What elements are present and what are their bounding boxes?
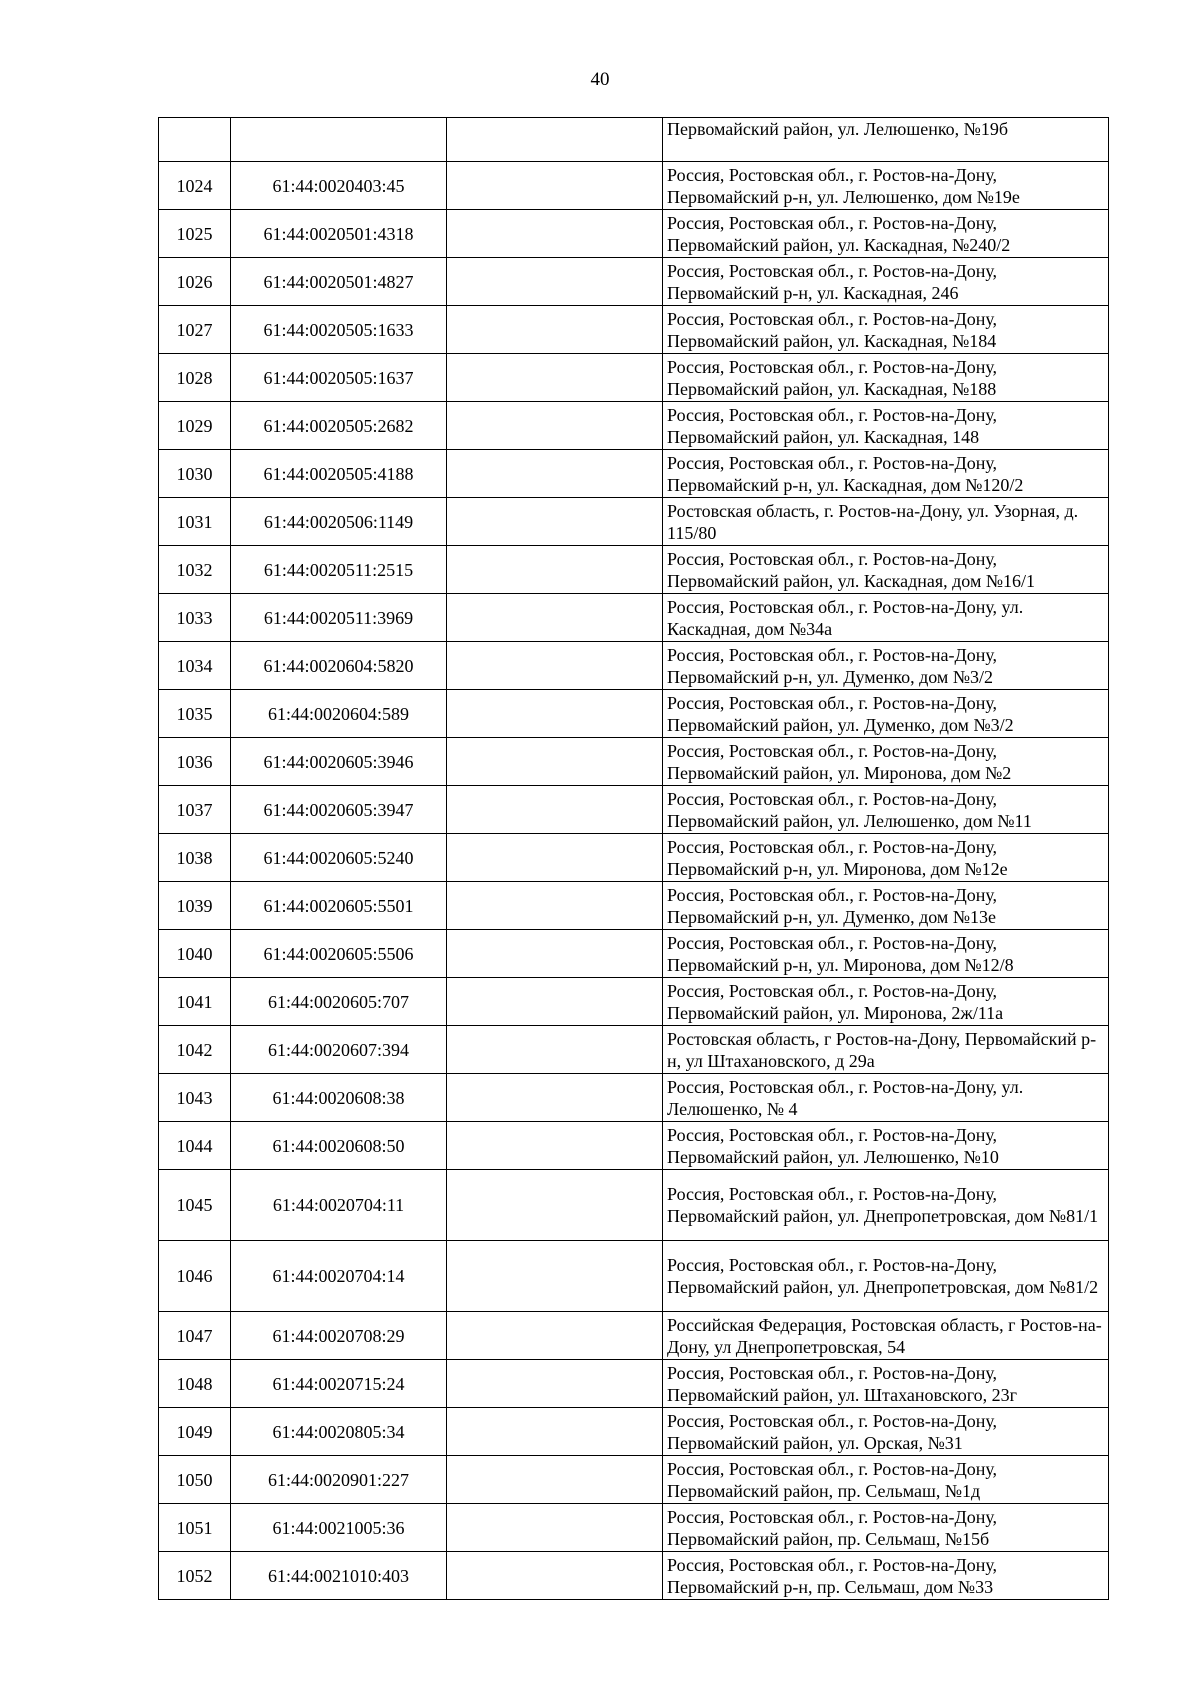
cadastral-number-cell: 61:44:0020605:5240 <box>231 834 447 882</box>
row-number-cell: 1025 <box>159 210 231 258</box>
empty-cell <box>447 930 663 978</box>
empty-cell <box>447 1122 663 1170</box>
row-number-cell: 1028 <box>159 354 231 402</box>
cadastral-number-cell: 61:44:0020605:5501 <box>231 882 447 930</box>
empty-cell <box>447 1074 663 1122</box>
cadastral-number-cell <box>231 118 447 162</box>
empty-cell <box>447 1504 663 1552</box>
table-row <box>159 1241 1109 1312</box>
empty-cell <box>447 1360 663 1408</box>
empty-cell <box>447 834 663 882</box>
row-number-cell: 1032 <box>159 546 231 594</box>
empty-cell <box>447 642 663 690</box>
row-number-cell: 1030 <box>159 450 231 498</box>
row-number-cell: 1040 <box>159 930 231 978</box>
cadastral-number-cell: 61:44:0020505:4188 <box>231 450 447 498</box>
cadastral-number-cell: 61:44:0020608:50 <box>231 1122 447 1170</box>
table-row <box>159 1074 1109 1122</box>
address-cell: Россия, Ростовская обл., г. Ростов-на-Дону, Первомайский район, ул. Каскадная, дом №16/1 <box>663 546 1109 594</box>
cadastral-number-cell: 61:44:0020715:24 <box>231 1360 447 1408</box>
row-number-cell: 1035 <box>159 690 231 738</box>
cadastral-number-cell: 61:44:0020403:45 <box>231 162 447 210</box>
empty-cell <box>447 1026 663 1074</box>
row-number-cell: 1045 <box>159 1170 231 1241</box>
empty-cell <box>447 354 663 402</box>
cadastral-number-cell: 61:44:0020605:5506 <box>231 930 447 978</box>
address-cell: Россия, Ростовская обл., г. Ростов-на-Дону, Первомайский р-н, ул. Миронова, дом №12/8 <box>663 930 1109 978</box>
table-row <box>159 546 1109 594</box>
cadastral-number-cell: 61:44:0020604:589 <box>231 690 447 738</box>
empty-cell <box>447 450 663 498</box>
cadastral-number-cell: 61:44:0020605:3947 <box>231 786 447 834</box>
address-cell: Ростовская область, г. Ростов-на-Дону, ул. Узорная, д. 115/80 <box>663 498 1109 546</box>
address-cell: Россия, Ростовская обл., г. Ростов-на-Дону, Первомайский район, ул. Лелюшенко, дом №11 <box>663 786 1109 834</box>
address-cell: Россия, Ростовская обл., г. Ростов-на-Дону, Первомайский р-н, ул. Думенко, дом №13е <box>663 882 1109 930</box>
cadastral-number-cell: 61:44:0020506:1149 <box>231 498 447 546</box>
address-cell: Россия, Ростовская обл., г. Ростов-на-Дону, Первомайский район, ул. Штахановского, 23г <box>663 1360 1109 1408</box>
address-cell: Россия, Ростовская обл., г. Ростов-на-Дону, Первомайский район, ул. Днепропетровская, дом №81/1 <box>663 1170 1109 1241</box>
empty-cell <box>447 546 663 594</box>
address-cell: Россия, Ростовская обл., г. Ростов-на-Дону, Первомайский район, ул. Миронова, дом №2 <box>663 738 1109 786</box>
empty-cell <box>447 786 663 834</box>
row-number-cell: 1033 <box>159 594 231 642</box>
table-row <box>159 690 1109 738</box>
empty-cell <box>447 162 663 210</box>
table-row <box>159 1504 1109 1552</box>
row-number-cell: 1050 <box>159 1456 231 1504</box>
table-row <box>159 738 1109 786</box>
registry-table <box>158 117 1109 1600</box>
table-row <box>159 1122 1109 1170</box>
table-row <box>159 498 1109 546</box>
empty-cell <box>447 210 663 258</box>
row-number-cell: 1031 <box>159 498 231 546</box>
address-cell: Россия, Ростовская обл., г. Ростов-на-Дону, Первомайский район, ул. Днепропетровская, дом №81/2 <box>663 1241 1109 1312</box>
empty-cell <box>447 402 663 450</box>
row-number-cell: 1043 <box>159 1074 231 1122</box>
row-number-cell: 1039 <box>159 882 231 930</box>
table-row <box>159 882 1109 930</box>
table-row-continued <box>159 118 1109 162</box>
table-row <box>159 450 1109 498</box>
row-number-cell: 1029 <box>159 402 231 450</box>
cadastral-number-cell: 61:44:0020505:2682 <box>231 402 447 450</box>
cadastral-number-cell: 61:44:0020704:11 <box>231 1170 447 1241</box>
address-cell: Россия, Ростовская обл., г. Ростов-на-Дону, Первомайский р-н, ул. Каскадная, 246 <box>663 258 1109 306</box>
cadastral-number-cell: 61:44:0020501:4318 <box>231 210 447 258</box>
row-number-cell: 1041 <box>159 978 231 1026</box>
empty-cell <box>447 1312 663 1360</box>
address-cell: Россия, Ростовская обл., г. Ростов-на-Дону, Первомайский район, ул. Каскадная, 148 <box>663 402 1109 450</box>
cadastral-number-cell: 61:44:0021005:36 <box>231 1504 447 1552</box>
row-number-cell: 1042 <box>159 1026 231 1074</box>
cadastral-number-cell: 61:44:0020704:14 <box>231 1241 447 1312</box>
empty-cell <box>447 594 663 642</box>
table-row <box>159 354 1109 402</box>
table-row <box>159 1170 1109 1241</box>
cadastral-number-cell: 61:44:0020505:1637 <box>231 354 447 402</box>
table-row <box>159 834 1109 882</box>
row-number-cell: 1052 <box>159 1552 231 1600</box>
row-number-cell: 1034 <box>159 642 231 690</box>
table-row <box>159 1360 1109 1408</box>
address-cell: Россия, Ростовская обл., г. Ростов-на-Дону, ул. Каскадная, дом №34а <box>663 594 1109 642</box>
table-row <box>159 162 1109 210</box>
page-number: 40 <box>590 69 610 90</box>
cadastral-number-cell: 61:44:0020608:38 <box>231 1074 447 1122</box>
empty-cell <box>447 882 663 930</box>
address-cell: Ростовская область, г Ростов-на-Дону, Первомайский р-н, ул Штахановского, д 29а <box>663 1026 1109 1074</box>
row-number-cell: 1026 <box>159 258 231 306</box>
cadastral-number-cell: 61:44:0020605:707 <box>231 978 447 1026</box>
address-cell: Россия, Ростовская обл., г. Ростов-на-Дону, Первомайский район, ул. Каскадная, №184 <box>663 306 1109 354</box>
row-number-cell: 1036 <box>159 738 231 786</box>
empty-cell <box>447 738 663 786</box>
empty-cell <box>447 306 663 354</box>
table-row <box>159 210 1109 258</box>
empty-cell <box>447 498 663 546</box>
table-row <box>159 930 1109 978</box>
address-cell: Россия, Ростовская обл., г. Ростов-на-Дону, Первомайский район, ул. Каскадная, №188 <box>663 354 1109 402</box>
table-row <box>159 258 1109 306</box>
address-cell: Россия, Ростовская обл., г. Ростов-на-Дону, Первомайский р-н, ул. Думенко, дом №3/2 <box>663 642 1109 690</box>
table-row <box>159 402 1109 450</box>
cadastral-number-cell: 61:44:0020805:34 <box>231 1408 447 1456</box>
table-row <box>159 786 1109 834</box>
empty-cell <box>447 978 663 1026</box>
address-cell: Россия, Ростовская обл., г. Ростов-на-Дону, Первомайский р-н, ул. Лелюшенко, дом №19е <box>663 162 1109 210</box>
table-row <box>159 1312 1109 1360</box>
cadastral-number-cell: 61:44:0020511:2515 <box>231 546 447 594</box>
address-cell: Россия, Ростовская обл., г. Ростов-на-Дону, Первомайский район, пр. Сельмаш, №1д <box>663 1456 1109 1504</box>
address-cell: Россия, Ростовская обл., г. Ростов-на-Дону, Первомайский район, ул. Миронова, 2ж/11а <box>663 978 1109 1026</box>
empty-cell <box>447 1408 663 1456</box>
row-number-cell <box>159 118 231 162</box>
row-number-cell: 1051 <box>159 1504 231 1552</box>
registry-table-body <box>159 118 1109 1600</box>
cadastral-number-cell: 61:44:0020708:29 <box>231 1312 447 1360</box>
row-number-cell: 1049 <box>159 1408 231 1456</box>
row-number-cell: 1047 <box>159 1312 231 1360</box>
table-row <box>159 642 1109 690</box>
table-row <box>159 306 1109 354</box>
empty-cell <box>447 1170 663 1241</box>
empty-cell <box>447 118 663 162</box>
address-cell: Россия, Ростовская обл., г. Ростов-на-Дону, Первомайский район, ул. Орская, №31 <box>663 1408 1109 1456</box>
empty-cell <box>447 1552 663 1600</box>
address-cell: Российская Федерация, Ростовская область, г Ростов-на-Дону, ул Днепропетровская, 54 <box>663 1312 1109 1360</box>
cadastral-number-cell: 61:44:0020511:3969 <box>231 594 447 642</box>
address-cell: Россия, Ростовская обл., г. Ростов-на-Дону, Первомайский район, пр. Сельмаш, №15б <box>663 1504 1109 1552</box>
cadastral-number-cell: 61:44:0020605:3946 <box>231 738 447 786</box>
address-cell: Россия, Ростовская обл., г. Ростов-на-Дону, Первомайский р-н, пр. Сельмаш, дом №33 <box>663 1552 1109 1600</box>
table-row <box>159 594 1109 642</box>
table-row <box>159 978 1109 1026</box>
table-row <box>159 1552 1109 1600</box>
address-cell: Россия, Ростовская обл., г. Ростов-на-Дону, Первомайский р-н, ул. Миронова, дом №12е <box>663 834 1109 882</box>
table-row <box>159 1026 1109 1074</box>
row-number-cell: 1044 <box>159 1122 231 1170</box>
address-cell: Россия, Ростовская обл., г. Ростов-на-Дону, ул. Лелюшенко, № 4 <box>663 1074 1109 1122</box>
row-number-cell: 1037 <box>159 786 231 834</box>
row-number-cell: 1048 <box>159 1360 231 1408</box>
empty-cell <box>447 1456 663 1504</box>
address-cell: Первомайский район, ул. Лелюшенко, №19б <box>663 118 1109 162</box>
cadastral-number-cell: 61:44:0020607:394 <box>231 1026 447 1074</box>
table-row <box>159 1408 1109 1456</box>
row-number-cell: 1027 <box>159 306 231 354</box>
row-number-cell: 1038 <box>159 834 231 882</box>
row-number-cell: 1046 <box>159 1241 231 1312</box>
address-cell: Россия, Ростовская обл., г. Ростов-на-Дону, Первомайский район, ул. Думенко, дом №3/2 <box>663 690 1109 738</box>
table-row <box>159 1456 1109 1504</box>
cadastral-number-cell: 61:44:0020901:227 <box>231 1456 447 1504</box>
row-number-cell: 1024 <box>159 162 231 210</box>
empty-cell <box>447 1241 663 1312</box>
cadastral-number-cell: 61:44:0021010:403 <box>231 1552 447 1600</box>
cadastral-number-cell: 61:44:0020505:1633 <box>231 306 447 354</box>
address-cell: Россия, Ростовская обл., г. Ростов-на-Дону, Первомайский район, ул. Лелюшенко, №10 <box>663 1122 1109 1170</box>
cadastral-number-cell: 61:44:0020501:4827 <box>231 258 447 306</box>
address-cell: Россия, Ростовская обл., г. Ростов-на-Дону, Первомайский р-н, ул. Каскадная, дом №120/2 <box>663 450 1109 498</box>
cadastral-number-cell: 61:44:0020604:5820 <box>231 642 447 690</box>
empty-cell <box>447 258 663 306</box>
empty-cell <box>447 690 663 738</box>
address-cell: Россия, Ростовская обл., г. Ростов-на-Дону, Первомайский район, ул. Каскадная, №240/2 <box>663 210 1109 258</box>
